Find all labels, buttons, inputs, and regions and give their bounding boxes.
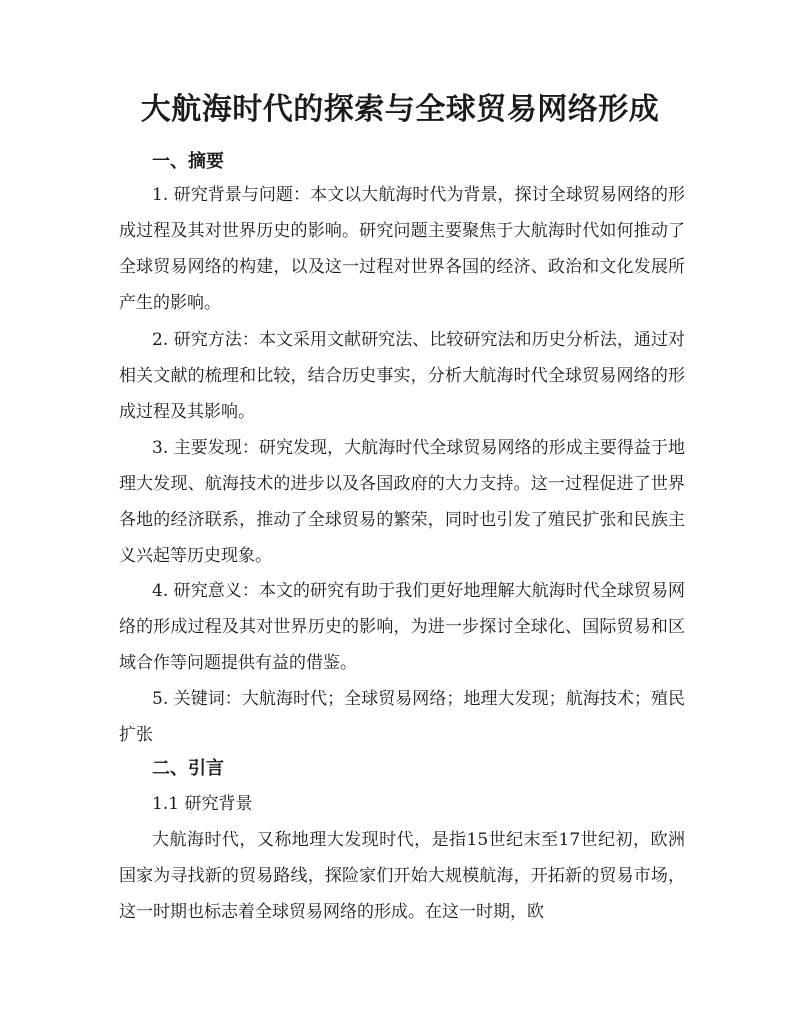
- section-heading-abstract: 一、摘要: [152, 151, 224, 172]
- abstract-paragraph-background: 1. 研究背景与问题：本文以大航海时代为背景，探讨全球贸易网络的形成过程及其对世界历史的影响。研究问题主要聚焦于大航海时代如何推动了全球贸易网络的构建，以及这一过程对世界各国的经济、政治和文化发展所产生的影响。: [119, 185, 685, 313]
- abstract-paragraph-keywords: 5. 关键词：大航海时代；全球贸易网络；地理大发现；航海技术；殖民扩张: [119, 689, 685, 745]
- abstract-paragraph-significance: 4. 研究意义：本文的研究有助于我们更好地理解大航海时代全球贸易网络的形成过程及其对世界历史的影响，为进一步探讨全球化、国际贸易和区域合作等问题提供有益的借鉴。: [119, 581, 685, 673]
- document-title: 大航海时代的探索与全球贸易网络形成: [140, 92, 660, 127]
- abstract-paragraph-methods: 2. 研究方法：本文采用文献研究法、比较研究法和历史分析法，通过对相关文献的梳理和比较，结合历史事实，分析大航海时代全球贸易网络的形成过程及其影响。: [119, 330, 685, 422]
- abstract-paragraph-findings: 3. 主要发现：研究发现，大航海时代全球贸易网络的形成主要得益于地理大发现、航海技术的进步以及各国政府的大力支持。这一过程促进了世界各地的经济联系，推动了全球贸易的繁荣，同时也引发了殖民扩张和民族主义兴起等历史现象。: [119, 438, 685, 566]
- subsection-heading-research-background: 1.1 研究背景: [152, 794, 253, 814]
- section-heading-introduction: 二、引言: [152, 758, 224, 779]
- introduction-paragraph: 大航海时代，又称地理大发现时代，是指15世纪末至17世纪初，欧洲国家为寻找新的贸易路线，探险家们开始大规模航海，开拓新的贸易市场，这一时期也标志着全球贸易网络的形成。在这一时期，欧: [119, 830, 685, 922]
